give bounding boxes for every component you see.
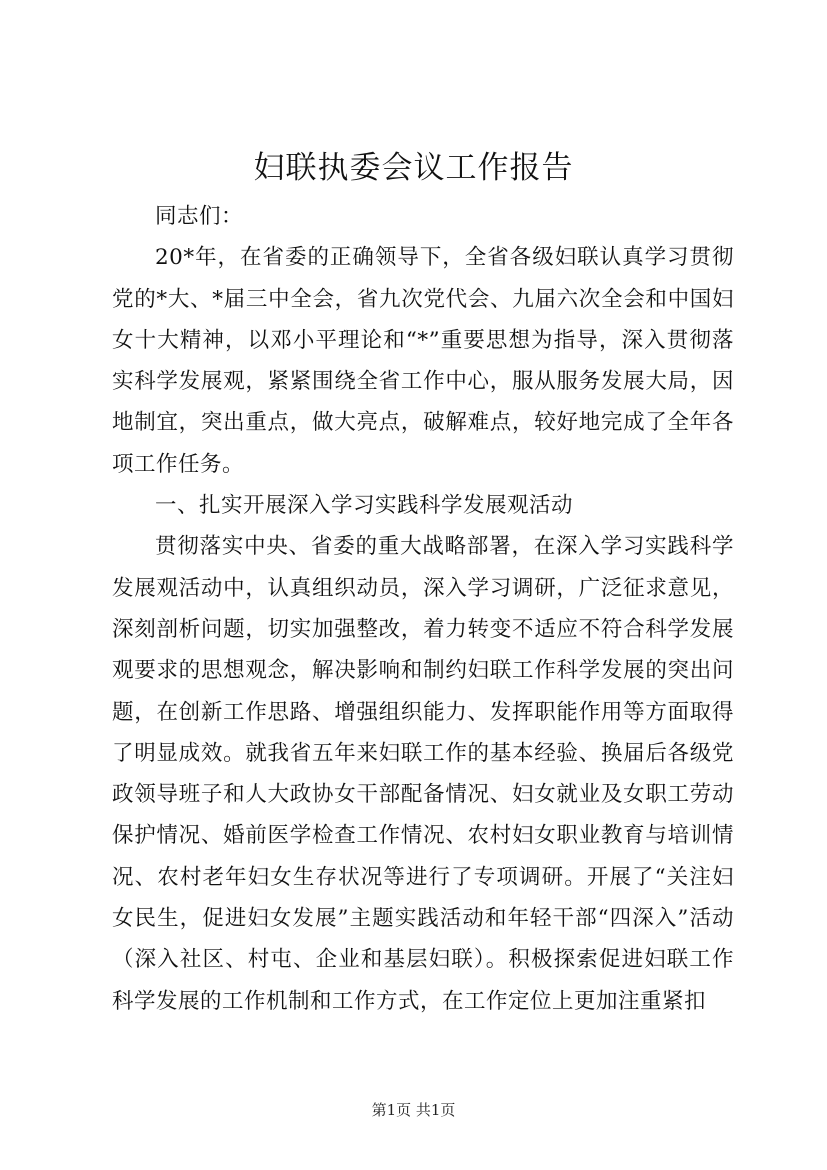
section-paragraph: 贯彻落实中央、省委的重大战略部署，在深入学习实践科学发展观活动中，认真组织动员，深入学习调研，广泛征求意见，深刻剖析问题，切实加强整改，着力转变不适应不符合科学发展观要求的思想观念，解决影响和制约妇联工作科学发展的突出问题，在创新工作思路、增强组织能力、发挥职能作用等方面取得了明显成效。就我省五年来妇联工作的基本经验、换届后各级党政领导班子和人大政协女干部配备情况、妇女就业及女职工劳动保护情况、婚前医学检查工作情况、农村妇女职业教育与培训情况、农村老年妇女生存状况等进行了专项调研。开展了“关注妇女民生，促进妇女发展”主题实践活动和年轻干部“四深入”活动（深入社区、村屯、企业和基层妇联）。积极探索促进妇联工作科学发展的工作机制和工作方式，在工作定位上更加注重紧扣 bbox=[112, 534, 734, 1014]
document-body bbox=[112, 196, 734, 1022]
salutation: 同志们： bbox=[155, 204, 244, 229]
document-title: 妇联执委会议工作报告 bbox=[253, 150, 574, 186]
intro-paragraph: 20*年，在省委的正确领导下，全省各级妇联认真学习贯彻党的*大、*届三中全会，省九次党代会、九届六次全会和中国妇女十大精神，以邓小平理论和“*”重要思想为指导，深入贯彻落实科学发展观，紧紧围绕全省工作中心，服从服务发展大局，因地制宜，突出重点，做大亮点，破解难点，较好地完成了全年各项工作任务。 bbox=[112, 245, 734, 477]
page-footer: 第1页 共1页 bbox=[371, 1101, 456, 1119]
section-heading: 一、扎实开展深入学习实践科学发展观活动 bbox=[155, 493, 574, 519]
